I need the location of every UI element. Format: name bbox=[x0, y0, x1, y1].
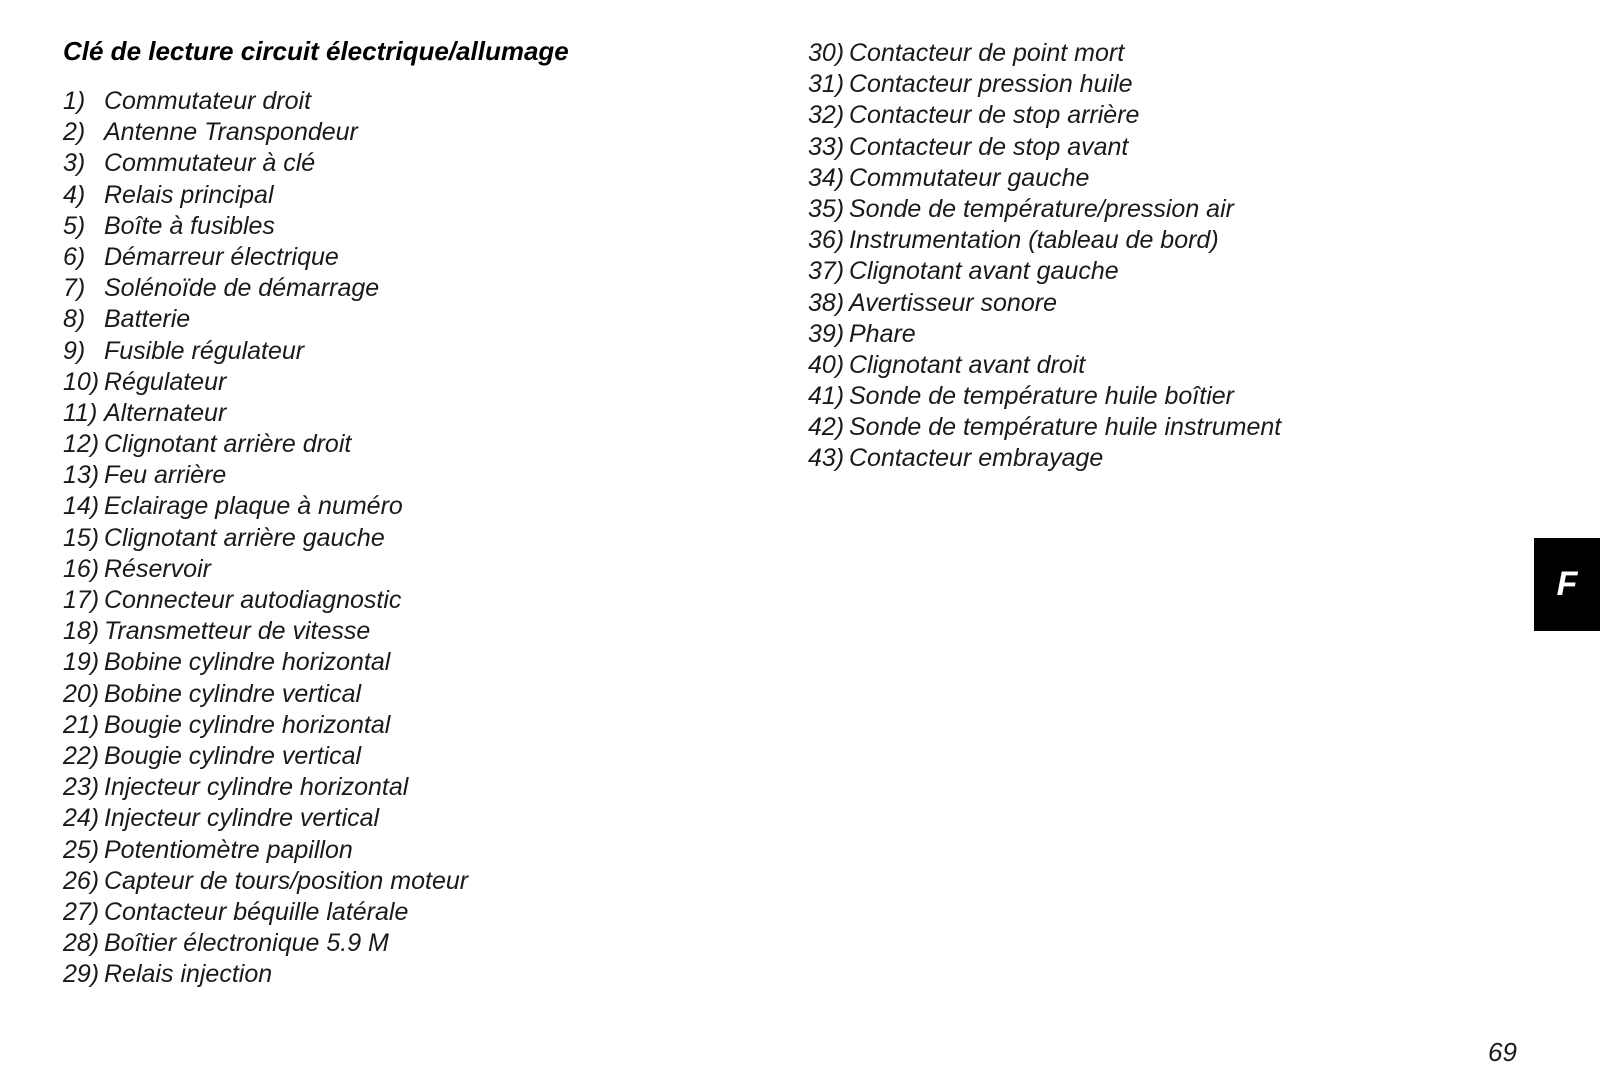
legend-item bbox=[63, 928, 468, 959]
legend-item bbox=[63, 460, 468, 491]
legend-item-label: Commutateur à clé bbox=[104, 149, 316, 178]
legend-item bbox=[63, 647, 468, 678]
legend-item-label: Contacteur de stop arrière bbox=[849, 101, 1140, 130]
legend-item-number: 5) bbox=[63, 211, 86, 240]
legend-item-label: Alternateur bbox=[104, 398, 227, 427]
legend-item-number: 3) bbox=[63, 149, 86, 178]
legend-item-number: 8) bbox=[63, 305, 86, 334]
legend-item-label: Bougie cylindre vertical bbox=[104, 741, 362, 770]
legend-item bbox=[63, 959, 468, 990]
legend-item-number: 39) bbox=[808, 319, 845, 348]
legend-item bbox=[808, 225, 1281, 256]
legend-item-label: Connecteur autodiagnostic bbox=[104, 586, 402, 614]
legend-item-label: Bougie cylindre horizontal bbox=[104, 710, 391, 739]
legend-item-label: Commutateur droit bbox=[104, 87, 312, 115]
legend-item-label: Contacteur béquille latérale bbox=[104, 897, 409, 926]
legend-item bbox=[808, 381, 1281, 412]
legend-item-label: Clignotant avant droit bbox=[849, 350, 1086, 379]
page-number: 69 bbox=[1488, 1037, 1517, 1067]
legend-item-label: Sonde de température/pression air bbox=[849, 194, 1234, 223]
legend-item-label: Phare bbox=[849, 319, 916, 348]
legend-item bbox=[808, 100, 1281, 131]
legend-item-number: 10) bbox=[63, 367, 100, 396]
legend-item bbox=[808, 288, 1281, 319]
legend-item bbox=[63, 367, 468, 398]
legend-item bbox=[63, 741, 468, 772]
legend-item-label: Relais principal bbox=[104, 180, 274, 209]
legend-item-label: Sonde de température huile boîtier bbox=[849, 382, 1234, 411]
legend-item bbox=[63, 523, 468, 554]
legend-item-number: 26) bbox=[63, 866, 100, 895]
legend-item-label: Commutateur gauche bbox=[849, 163, 1090, 192]
legend-item bbox=[63, 803, 468, 834]
legend-item-number: 28) bbox=[63, 929, 100, 958]
legend-item bbox=[808, 319, 1281, 350]
legend-item-number: 16) bbox=[63, 554, 100, 583]
legend-item-number: 24) bbox=[63, 804, 100, 833]
legend-item-number: 11) bbox=[63, 398, 98, 427]
legend-item-label: Contacteur de point mort bbox=[849, 39, 1125, 67]
legend-item-label: Relais injection bbox=[104, 960, 273, 989]
legend-item-label: Clignotant arrière droit bbox=[104, 430, 352, 459]
legend-item-number: 40) bbox=[808, 350, 845, 379]
legend-item-number: 33) bbox=[808, 132, 845, 161]
page-title: Clé de lecture circuit électrique/allumage bbox=[63, 36, 569, 66]
legend-item-number: 4) bbox=[63, 180, 86, 209]
legend-item-number: 32) bbox=[808, 101, 845, 130]
legend-item-label: Injecteur cylindre horizontal bbox=[104, 773, 409, 802]
legend-item bbox=[808, 412, 1281, 443]
legend-item-number: 43) bbox=[808, 444, 845, 473]
legend-item-number: 31) bbox=[808, 70, 845, 99]
legend-item bbox=[808, 443, 1281, 474]
legend-item bbox=[63, 554, 468, 585]
legend-item-label: Boîtier électronique 5.9 M bbox=[104, 929, 389, 958]
legend-item-label: Eclairage plaque à numéro bbox=[104, 492, 403, 521]
legend-item-number: 30) bbox=[808, 39, 845, 67]
legend-item-number: 37) bbox=[808, 257, 845, 286]
legend-item-label: Réservoir bbox=[104, 554, 211, 583]
legend-item bbox=[63, 117, 468, 148]
legend-item-number: 18) bbox=[63, 617, 100, 646]
legend-item-label: Bobine cylindre vertical bbox=[104, 679, 362, 708]
legend-item-number: 29) bbox=[63, 960, 100, 989]
legend-item-label: Batterie bbox=[104, 305, 191, 334]
legend-item bbox=[808, 256, 1281, 287]
legend-item-number: 23) bbox=[63, 773, 100, 802]
legend-item-label: Transmetteur de vitesse bbox=[104, 617, 371, 646]
legend-item bbox=[808, 350, 1281, 381]
legend-item-label: Contacteur pression huile bbox=[849, 70, 1133, 99]
legend-item bbox=[63, 304, 468, 335]
legend-item-number: 9) bbox=[63, 336, 86, 365]
legend-item-number: 41) bbox=[808, 382, 845, 411]
legend-item-label: Régulateur bbox=[104, 367, 227, 396]
legend-item bbox=[63, 897, 468, 928]
legend-item-number: 21) bbox=[63, 710, 100, 739]
legend-item-number: 13) bbox=[63, 461, 100, 490]
legend-item bbox=[63, 273, 468, 304]
language-tab-marker: F bbox=[1534, 538, 1600, 631]
legend-item-label: Clignotant avant gauche bbox=[849, 257, 1119, 286]
legend-item bbox=[63, 772, 468, 803]
legend-item bbox=[808, 163, 1281, 194]
legend-item-number: 36) bbox=[808, 226, 845, 255]
legend-item bbox=[63, 148, 468, 179]
legend-list-right bbox=[808, 38, 1281, 475]
legend-item-number: 20) bbox=[63, 679, 100, 708]
legend-item-label: Boîte à fusibles bbox=[104, 211, 275, 240]
legend-item bbox=[63, 679, 468, 710]
legend-item bbox=[63, 211, 468, 242]
legend-item-number: 22) bbox=[63, 741, 100, 770]
legend-item-number: 38) bbox=[808, 288, 845, 317]
legend-item-number: 35) bbox=[808, 194, 845, 223]
legend-item bbox=[63, 491, 468, 522]
legend-item-label: Instrumentation (tableau de bord) bbox=[849, 226, 1219, 255]
legend-item-label: Fusible régulateur bbox=[104, 336, 305, 365]
legend-item-number: 19) bbox=[63, 648, 100, 677]
legend-item bbox=[63, 616, 468, 647]
legend-item-number: 34) bbox=[808, 163, 845, 192]
legend-item-label: Avertisseur sonore bbox=[849, 288, 1057, 317]
legend-item bbox=[63, 86, 468, 117]
legend-item-number: 6) bbox=[63, 242, 86, 271]
legend-item bbox=[63, 866, 468, 897]
legend-item-label: Contacteur de stop avant bbox=[849, 132, 1129, 161]
legend-item-number: 25) bbox=[63, 835, 100, 864]
legend-item-number: 7) bbox=[63, 274, 86, 303]
legend-item-label: Bobine cylindre horizontal bbox=[104, 648, 391, 677]
legend-item-label: Solénoïde de démarrage bbox=[104, 274, 380, 303]
legend-list-left bbox=[63, 86, 468, 990]
legend-item bbox=[63, 180, 468, 211]
legend-item-number: 27) bbox=[63, 897, 100, 926]
legend-item bbox=[63, 242, 468, 273]
legend-item-label: Feu arrière bbox=[104, 461, 227, 490]
legend-item bbox=[63, 585, 468, 616]
legend-item-number: 2) bbox=[63, 118, 86, 147]
legend-item-label: Antenne Transpondeur bbox=[104, 118, 358, 147]
legend-item-label: Sonde de température huile instrument bbox=[849, 413, 1282, 442]
legend-item-label: Démarreur électrique bbox=[104, 242, 339, 271]
legend-item-number: 15) bbox=[63, 523, 100, 552]
legend-item bbox=[808, 132, 1281, 163]
legend-item-number: 14) bbox=[63, 492, 100, 521]
legend-item bbox=[808, 194, 1281, 225]
legend-item bbox=[63, 429, 468, 460]
legend-item-number: 12) bbox=[63, 430, 100, 459]
legend-item bbox=[63, 336, 468, 367]
legend-item bbox=[63, 835, 468, 866]
legend-item-number: 1) bbox=[63, 87, 86, 115]
legend-item-label: Potentiomètre papillon bbox=[104, 835, 353, 864]
legend-item-label: Clignotant arrière gauche bbox=[104, 523, 385, 552]
legend-item bbox=[808, 38, 1281, 69]
legend-item-number: 42) bbox=[808, 413, 845, 442]
legend-item bbox=[808, 69, 1281, 100]
legend-item-label: Injecteur cylindre vertical bbox=[104, 804, 380, 833]
legend-item-label: Capteur de tours/position moteur bbox=[104, 866, 469, 895]
legend-item-label: Contacteur embrayage bbox=[849, 444, 1104, 473]
legend-item-number: 17) bbox=[63, 586, 100, 614]
legend-item bbox=[63, 398, 468, 429]
legend-item bbox=[63, 710, 468, 741]
